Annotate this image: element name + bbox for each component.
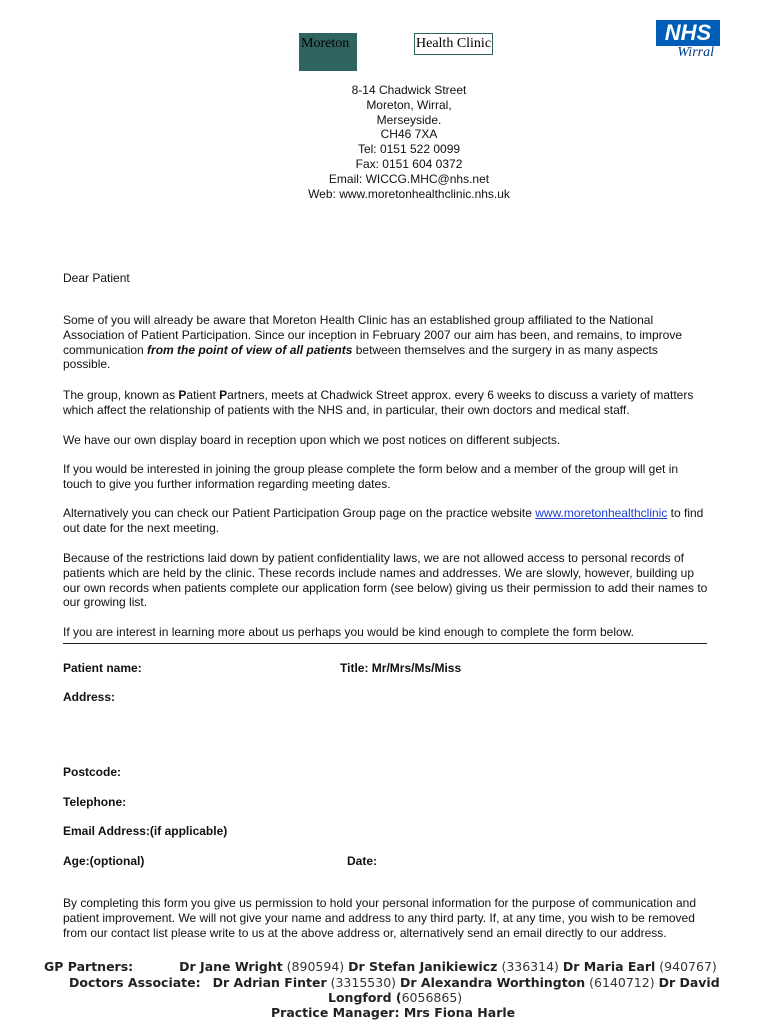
paragraph-intro: Some of you will already be aware that Moreton Health Clinic has an established group affiliated to the National Association of Patient Participation. Since our inception in February 2007 our aim has been, and remains, to improve communication from the point of view of all patients between themselves and the surgery in as many aspects possible. bbox=[63, 313, 683, 372]
paragraph-website: Alternatively you can check our Patient Participation Group page on the practice website www.moretonhealthclinic to find out date for the next meeting. bbox=[63, 506, 704, 535]
postcode-label: Postcode: bbox=[63, 765, 122, 779]
title-label: Title: Mr/Mrs/Ms/Miss bbox=[340, 661, 462, 675]
date-label: Date: bbox=[347, 854, 378, 868]
address-line: CH46 7XA bbox=[380, 127, 438, 142]
logo-left-text: Moreton bbox=[301, 36, 350, 51]
health-clinic-logo bbox=[414, 33, 493, 55]
consent-text: By completing this form you give us permission to hold your personal information for the purpose of communication and patient improvement. We will not give your name and address to any third party. If, at any time, you wish to be removed from our contact list please write to us at the above address or, alternatively send an email directly to our address. bbox=[63, 896, 696, 940]
address-label: Address: bbox=[63, 690, 116, 704]
divider bbox=[63, 643, 707, 644]
paragraph-confidentiality: Because of the restrictions laid down by patient confidentiality laws, we are not allowed access to personal records of patients which are held by the clinic. These records include names and addresses. We are slowly, however, building up our own records when patients complete our application form (see below) giving us their permission to add their names to our growing list. bbox=[63, 551, 708, 610]
nhs-logo-text: NHS bbox=[664, 20, 712, 45]
moreton-logo-block bbox=[299, 33, 357, 71]
paragraph-join: If you would be interested in joining the group please complete the form below and a member of the group will get in touch to give you further information regarding meeting dates. bbox=[63, 462, 679, 491]
nhs-wirral-label: Wirral bbox=[677, 45, 714, 60]
address-line: Merseyside. bbox=[376, 112, 442, 127]
address-line: Email: WICCG.MHC@nhs.net bbox=[328, 171, 490, 186]
paragraph-interest: If you are interest in learning more about us perhaps you would be kind enough to complete the form below. bbox=[63, 625, 635, 639]
website-link[interactable]: www.moretonhealthclinic bbox=[535, 506, 668, 520]
doctors-associate-line: Doctors Associate: Dr Adrian Finter (3315530) Dr Alexandra Worthington (6140712) Dr David bbox=[69, 975, 720, 990]
salutation: Dear Patient bbox=[63, 271, 130, 285]
address-line: Tel: 0151 522 0099 bbox=[357, 142, 461, 157]
gp-partners-line: GP Partners: Dr Jane Wright (890594) Dr Stefan Janikiewicz (336314) Dr Maria Earl (940767) bbox=[44, 959, 717, 974]
clinic-address bbox=[0, 83, 770, 201]
nhs-logo bbox=[656, 20, 720, 46]
doctors-associate-line-2: Longford (6056865) bbox=[328, 990, 463, 1005]
address-line: Moreton, Wirral, bbox=[366, 97, 452, 112]
gp-partners-label: GP Partners: bbox=[44, 959, 134, 974]
address-line: Web: www.moretonhealthclinic.nhs.uk bbox=[308, 186, 510, 201]
age-label: Age:(optional) bbox=[63, 854, 145, 868]
telephone-label: Telephone: bbox=[63, 795, 127, 809]
logo-right-text: Health Clinic bbox=[416, 36, 492, 51]
paragraph-display-board: We have our own display board in reception upon which we post notices on different subjects. bbox=[63, 433, 561, 447]
email-label: Email Address:(if applicable) bbox=[63, 824, 228, 838]
address-line: 8-14 Chadwick Street bbox=[351, 83, 467, 97]
paragraph-group: The group, known as Patient Partners, meets at Chadwick Street approx. every 6 weeks to discuss a variety of matters which affect the relationship of patients with the NHS and, in particular, their own doctors and medical staff. bbox=[63, 388, 694, 417]
patient-name-label: Patient name: bbox=[63, 661, 142, 675]
practice-manager-line: Practice Manager: Mrs Fiona Harle bbox=[271, 1005, 516, 1020]
doctors-associate-label: Doctors Associate: bbox=[69, 975, 201, 990]
address-line: Fax: 0151 604 0372 bbox=[355, 156, 463, 171]
